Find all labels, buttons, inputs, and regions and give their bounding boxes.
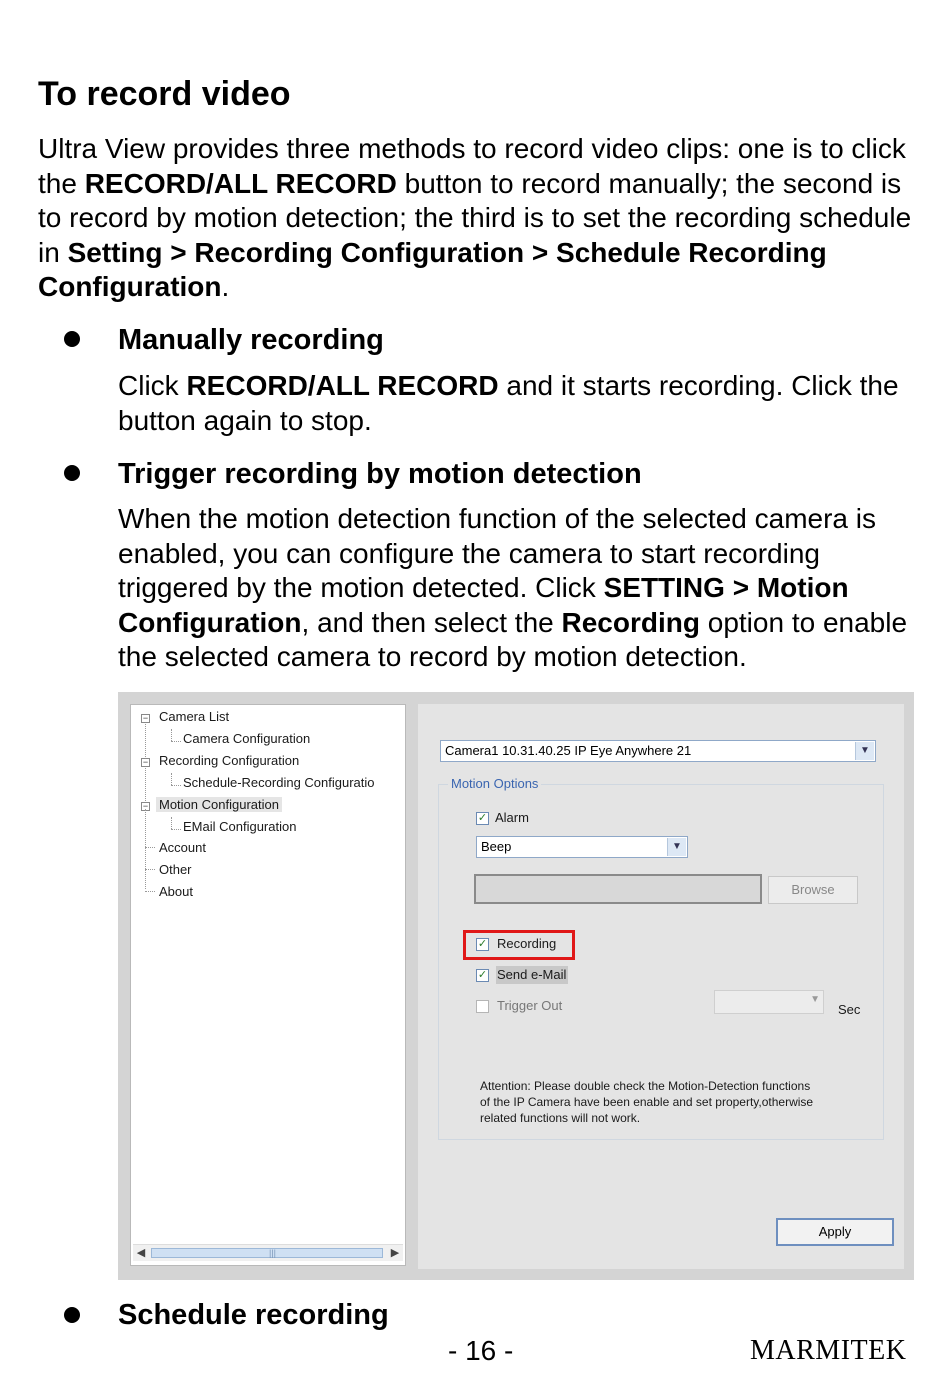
tree-item-email-configuration[interactable]: EMail Configuration (183, 819, 297, 834)
sound-select[interactable] (476, 836, 688, 858)
tree-item-camera-list[interactable]: Camera List (159, 709, 230, 724)
brand-footer: MARMITEK (750, 1335, 907, 1366)
browse-button[interactable]: Browse (768, 876, 858, 904)
apply-button[interactable]: Apply (776, 1218, 894, 1246)
intro-text: . (221, 271, 230, 302)
body-text: When the motion detection function of the selected camera is enabled, you can configure the camera to start recording triggered by the motion detected. Click (118, 503, 876, 603)
bullet-title-manual: Manually recording (118, 324, 384, 356)
scroll-left-icon[interactable]: ◀ (136, 1247, 146, 1259)
alarm-checkbox[interactable]: ✓ (477, 812, 488, 824)
body-text: and it starts recording. Click the button again to stop. (118, 370, 899, 436)
tree-item-recording-configuration[interactable]: Recording Configuration (159, 753, 300, 768)
scroll-thumb[interactable] (151, 1248, 383, 1258)
tree-item-other[interactable]: Other (159, 862, 192, 877)
bullet-dot (64, 1307, 80, 1323)
body-text: , and then select the (301, 606, 562, 638)
bullet-dot (64, 465, 80, 481)
send-email-checkbox[interactable]: ✓ (477, 969, 488, 981)
settings-tree (130, 704, 406, 1266)
tree-item-account[interactable]: Account (159, 840, 206, 855)
intro-text: Ultra View provides three methods to record video clips: one is to click the (38, 133, 906, 199)
intro-text: button to record manually; the second is to record by motion detection; the third is to set the recording schedule in (38, 167, 912, 268)
chevron-down-icon: ▼ (810, 994, 820, 1005)
collapse-icon[interactable]: − (142, 801, 149, 811)
tree-item-schedule-recording-configuration[interactable]: Schedule-Recording Configuratio (183, 775, 375, 790)
tree-item-about[interactable]: About (159, 884, 193, 899)
trigger-out-label: Trigger Out (497, 998, 563, 1013)
body-bold: Recording (561, 606, 700, 638)
intro-bold-path: Setting > Recording Configuration > Schedule Recording Configuration (38, 236, 827, 302)
tree-item-motion-configuration[interactable]: Motion Configuration (156, 797, 282, 812)
sec-label: Sec (838, 1002, 861, 1017)
alarm-label: Alarm (495, 810, 529, 825)
body-bold: RECORD/ALL RECORD (186, 370, 499, 401)
camera-select-value: Camera1 10.31.40.25 IP Eye Anywhere 21 (445, 743, 692, 758)
scroll-right-icon[interactable]: ▶ (390, 1247, 400, 1259)
recording-checkbox[interactable]: ✓ (477, 938, 488, 950)
page-number: - 16 - (448, 1335, 514, 1366)
chevron-down-icon[interactable]: ▼ (667, 838, 686, 856)
bullet-title-schedule: Schedule recording (118, 1299, 389, 1331)
trigger-out-checkbox[interactable] (476, 1000, 489, 1013)
tree-item-camera-configuration[interactable]: Camera Configuration (183, 731, 311, 746)
section-heading: To record video (38, 75, 291, 113)
tree-horizontal-scrollbar[interactable] (133, 1244, 403, 1261)
motion-options-label: Motion Options (448, 776, 541, 791)
recording-label: Recording (497, 936, 557, 951)
collapse-icon[interactable]: − (142, 757, 149, 767)
attention-note: Attention: Please double check the Motion-Detection functions of the IP Camera have been enable and set property,otherwise related functions will not work. (480, 1079, 814, 1125)
chevron-down-icon[interactable]: ▼ (855, 742, 874, 760)
body-text: Click (118, 370, 187, 401)
intro-paragraph (38, 132, 918, 305)
motion-settings-panel (418, 704, 904, 1269)
settings-screenshot (118, 692, 914, 1280)
bullet-body-manual (118, 369, 918, 438)
body-text: option to enable the selected camera to record by motion detection. (118, 606, 908, 672)
sound-file-path-field[interactable] (474, 874, 762, 904)
body-bold: SETTING > Motion Configuration (118, 572, 849, 638)
send-email-label: Send e-Mail (497, 967, 567, 982)
collapse-icon[interactable]: − (142, 713, 149, 723)
grip-icon: ||| (269, 1248, 277, 1258)
trigger-out-duration-select[interactable] (714, 990, 824, 1014)
sound-select-value: Beep (481, 839, 512, 854)
bullet-body-motion (118, 502, 918, 675)
bullet-dot (64, 331, 80, 347)
intro-bold-record: RECORD/ALL RECORD (84, 167, 397, 199)
bullet-title-motion: Trigger recording by motion detection (118, 458, 642, 490)
camera-select[interactable] (440, 740, 876, 762)
